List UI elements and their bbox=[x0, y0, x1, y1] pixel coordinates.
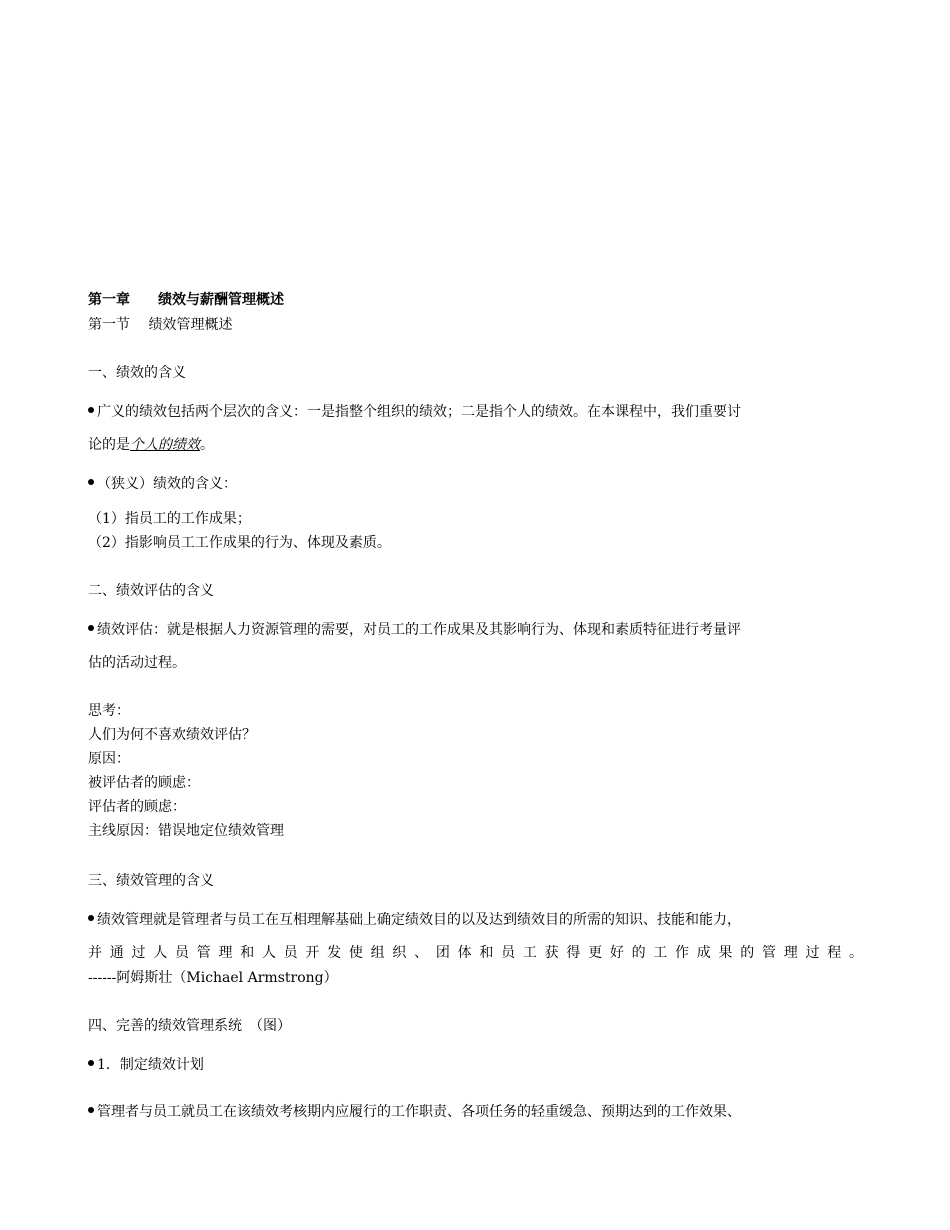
bullet-icon bbox=[88, 1107, 94, 1113]
bullet-icon bbox=[88, 625, 94, 631]
heading-1: 一、绩效的含义 bbox=[88, 365, 186, 381]
paragraph-2: （狭义）绩效的含义： bbox=[88, 472, 237, 496]
list-item-2: （2）指影响员工工作成果的行为、体现及素质。 bbox=[88, 535, 391, 551]
paragraph-3-line-2: 估的活动过程。 bbox=[88, 655, 186, 671]
think-label: 思考： bbox=[88, 703, 130, 719]
bullet-icon bbox=[88, 407, 94, 413]
paragraph-1-line-2: 论的是个人的绩效。 bbox=[88, 437, 214, 453]
reason-2: 评估者的顾虑： bbox=[88, 799, 186, 815]
paragraph-4-line-1: 绩效管理就是管理者与员工在互相理解基础上确定绩效目的以及达到绩效目的所需的知识、技能和能力， bbox=[88, 908, 741, 932]
list-item-1: （1）指员工的工作成果； bbox=[88, 511, 251, 527]
chapter-title: 第一章 绩效与薪酬管理概述 bbox=[88, 292, 284, 308]
bullet-icon bbox=[88, 915, 94, 921]
bullet-icon bbox=[88, 1060, 94, 1066]
question: 人们为何不喜欢绩效评估？ bbox=[88, 727, 256, 743]
reason-1: 被评估者的顾虑： bbox=[88, 775, 200, 791]
paragraph-5: 管理者与员工就员工在该绩效考核期内应履行的工作职责、各项任务的轻重缓急、预期达到的工作效果、 bbox=[88, 1100, 741, 1124]
emphasis-text: 个人的绩效 bbox=[130, 437, 200, 453]
paragraph-3-line-1: 绩效评估：就是根据人力资源管理的需要，对员工的工作成果及其影响行为、体现和素质特征进行考量评 bbox=[88, 618, 741, 642]
reason-3: 主线原因：错误地定位绩效管理 bbox=[88, 823, 284, 839]
paragraph-4-attribution: ------阿姆斯壮（Michael Armstrong） bbox=[88, 970, 338, 986]
paragraph-1-line-1: 广义的绩效包括两个层次的含义：一是指整个组织的绩效；二是指个人的绩效。在本课程中，我们重要讨 bbox=[88, 400, 741, 424]
heading-2: 二、绩效评估的含义 bbox=[88, 583, 214, 599]
heading-4: 四、完善的绩效管理系统 （图） bbox=[88, 1018, 291, 1034]
bullet-icon bbox=[88, 479, 94, 485]
section-title: 第一节 绩效管理概述 bbox=[88, 317, 233, 333]
reason-label: 原因： bbox=[88, 751, 130, 767]
step-1: 1．制定绩效计划 bbox=[88, 1053, 204, 1077]
heading-3: 三、绩效管理的含义 bbox=[88, 873, 214, 889]
paragraph-4-line-2: 并通过人员管理和人员开发使组织、团体和员工获得更好的工作成果的管理过程。 bbox=[88, 945, 863, 961]
